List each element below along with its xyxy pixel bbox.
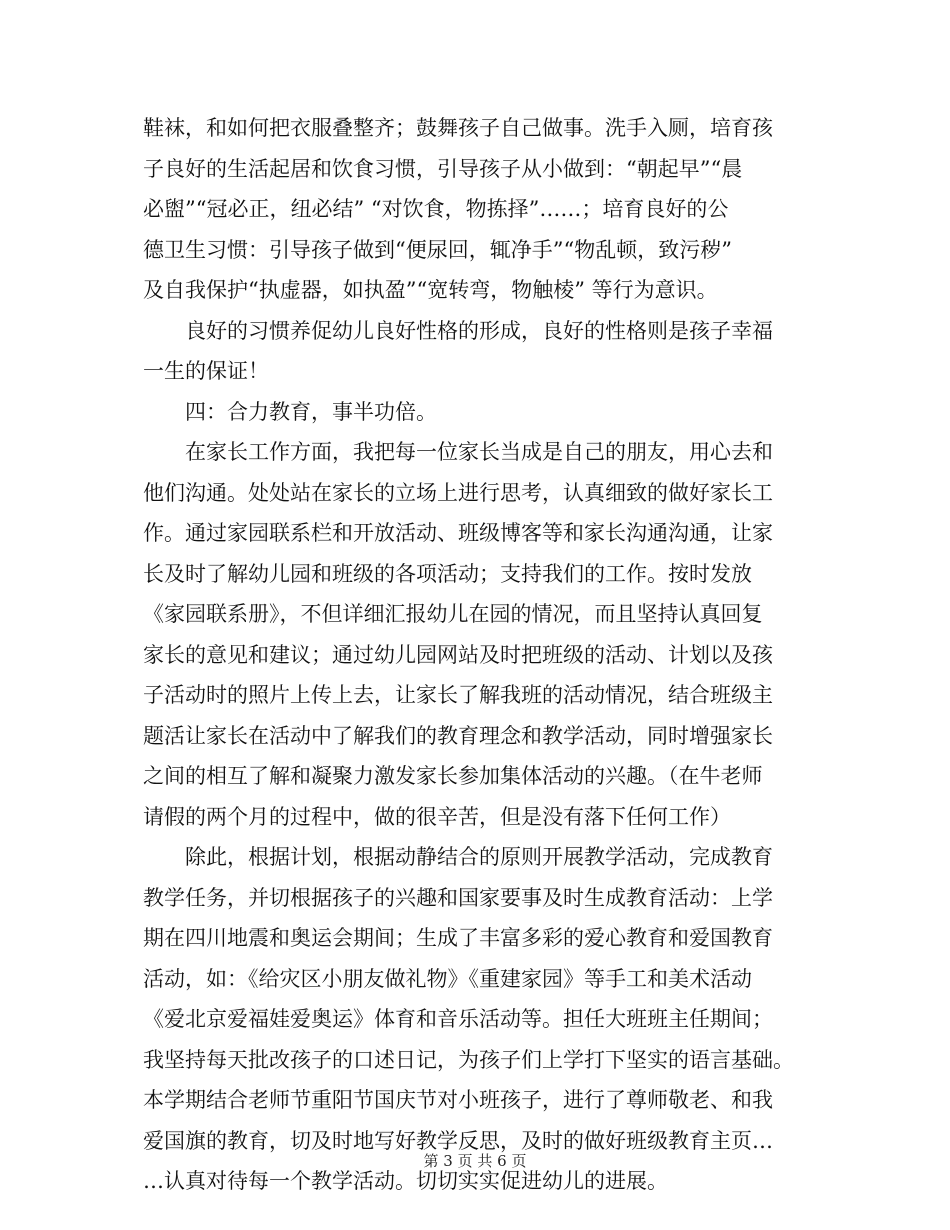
text-line: 之间的相互了解和凝聚力激发家长参加集体活动的兴趣。（在牛老师 [143, 764, 763, 788]
page-number-footer: 第 3 页 共 6 页 [423, 1152, 527, 1170]
text-line: 鞋袜，和如何把衣服叠整齐；鼓舞孩子自己做事。洗手入厕，培育孩 [143, 116, 773, 140]
text-line: 题活让家长在活动中了解我们的教育理念和教学活动，同时增强家长 [143, 723, 773, 748]
text-line: 一生的保证！ [143, 359, 269, 383]
text-line: 期在四川地震和奥运会期间；生成了丰富多彩的爱心教育和爱国教育 [143, 926, 773, 950]
text-line: 德卫生习惯：引导孩子做到“便尿回，辄净手”“物乱顿，致污秽” [143, 237, 732, 262]
paragraph-start-line: 良好的习惯养促幼儿良好性格的形成，良好的性格则是孩子幸福 [143, 318, 773, 343]
paragraph-start-line: 在家长工作方面，我把每一位家长当成是自己的朋友，用心去和 [143, 440, 773, 464]
text-line: 家长的意见和建议；通过幼儿园网站及时把班级的活动、计划以及孩 [143, 642, 773, 667]
body-text [143, 108, 815, 1202]
text-line: 必盥”“冠必正，纽必结” “对饮食，物拣择”……；培育良好的公 [143, 197, 729, 221]
text-line: 我坚持每天批改孩子的口述日记，为孩子们上学打下坚实的语言基础。 [143, 1047, 794, 1072]
text-line: 本学期结合老师节重阳节国庆节对小班孩子，进行了尊师敬老、和我 [143, 1088, 773, 1112]
text-line: 活动，如：《给灾区小朋友做礼物》《重建家园》等手工和美术活动 [143, 966, 752, 991]
text-line: 及自我保护“执虚器，如执盈”“宽转弯，物触棱” 等行为意识。 [143, 278, 718, 302]
text-line: 子良好的生活起居和饮食习惯，引导孩子从小做到：“朝起早”“晨 [143, 156, 743, 181]
text-line: 作。通过家园联系栏和开放活动、班级博客等和家长沟通沟通，让家 [143, 521, 773, 545]
text-line: 子活动时的照片上传上去，让家长了解我班的活动情况，结合班级主 [143, 683, 773, 707]
text-line: 教学任务，并切根据孩子的兴趣和国家要事及时生成教育活动：上学 [143, 885, 773, 910]
paragraph-start-line: 除此，根据计划，根据动静结合的原则开展教学活动，完成教育 [143, 845, 773, 869]
text-line: 长及时了解幼儿园和班级的各项活动；支持我们的工作。按时发放 [143, 561, 752, 586]
text-line: 请假的两个月的过程中，做的很辛苦，但是没有落下任何工作） [143, 804, 731, 829]
text-line: 《家园联系册》，不但详细汇报幼儿在园的情况，而且坚持认真回复 [143, 602, 763, 626]
text-line: …认真对待每一个教学活动。切切实实促进幼儿的进展。 [143, 1169, 668, 1193]
text-line: 爱国旗的教育，切及时地写好教学反思，及时的做好班级教育主页… [143, 1128, 773, 1153]
section-heading: 四：合力教育，事半功倍。 [143, 399, 437, 424]
text-line: 他们沟通。处处站在家长的立场上进行思考，认真细致的做好家长工 [143, 480, 773, 505]
text-line: 《爱北京爱福娃爱奥运》体育和音乐活动等。担任大班班主任期间； [143, 1007, 773, 1031]
